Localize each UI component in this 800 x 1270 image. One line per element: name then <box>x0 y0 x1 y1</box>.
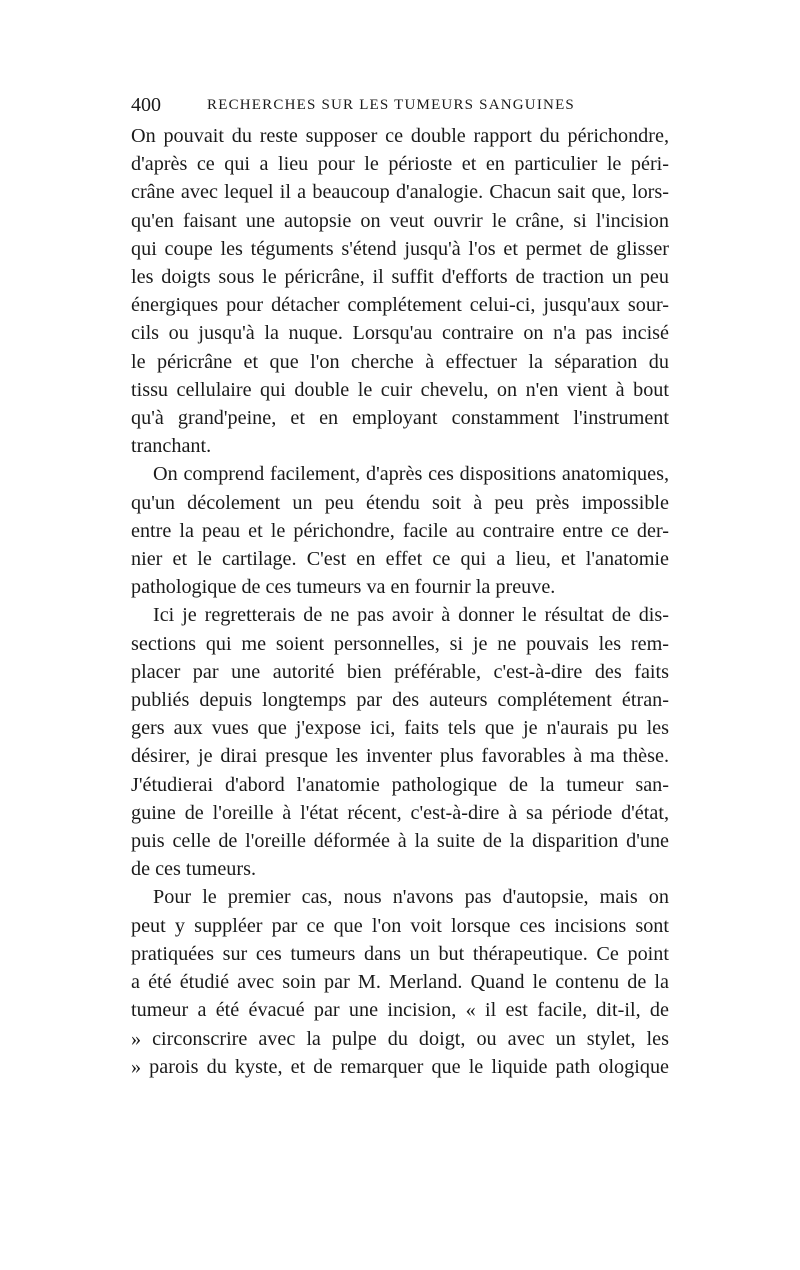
text-line: pathologique de ces tumeurs va en fournir la preuve. <box>131 576 556 599</box>
text-line: » parois du kyste, et de remarquer que le liquide path ologique <box>131 1055 669 1078</box>
text-line: de ces tumeurs. <box>131 858 257 881</box>
text-line: puis celle de l'oreille déformée à la suite de la disparition d'une <box>131 830 669 853</box>
text-line: le péricrâne et que l'on cherche à effectuer la séparation du <box>131 350 669 373</box>
text-line: Pour le premier cas, nous n'avons pas d'autopsie, mais on <box>153 886 669 909</box>
running-head <box>131 92 669 122</box>
text-line: tissu cellulaire qui double le cuir chevelu, on n'en vient à bout <box>131 378 669 401</box>
text-line: crâne avec lequel il a beaucoup d'analogie. Chacun sait que, lors- <box>131 181 669 204</box>
text-line: J'étudierai d'abord l'anatomie pathologique de la tumeur san- <box>131 773 669 796</box>
text-line: guine de l'oreille à l'état récent, c'est-à-dire à sa période d'état, <box>131 801 669 824</box>
paragraph <box>131 460 669 601</box>
text-line: qu'à grand'peine, et en employant constamment l'instrument <box>131 407 669 430</box>
text-line: On pouvait du reste supposer ce double rapport du périchondre, <box>131 125 669 147</box>
text-line: placer par une autorité bien préférable, c'est-à-dire des faits <box>131 660 669 683</box>
text-line: sections qui me soient personnelles, si je ne pouvais les rem- <box>131 632 669 655</box>
text-line: publiés depuis longtemps par des auteurs complétement étran- <box>131 689 669 712</box>
text-line: nier et le cartilage. C'est en effet ce qui a lieu, et l'anatomie <box>131 548 669 571</box>
text-line: peut y suppléer par ce que l'on voit lorsque ces incisions sont <box>131 914 669 937</box>
running-title: RECHERCHES SUR LES TUMEURS SANGUINES <box>207 97 575 113</box>
text-line: On comprend facilement, d'après ces dispositions anatomiques, <box>153 463 669 486</box>
text-line: désirer, je dirai presque les inventer plus favorables à ma thèse. <box>131 745 669 768</box>
text-line: énergiques pour détacher complétement celui-ci, jusqu'aux sour- <box>131 294 669 317</box>
paragraph <box>131 883 669 1080</box>
text-line: les doigts sous le péricrâne, il suffit d'efforts de traction un peu <box>131 266 669 289</box>
paragraph <box>131 601 669 883</box>
paragraph <box>131 122 669 460</box>
page-number: 400 <box>131 94 161 116</box>
text-line: tumeur a été évacué par une incision, « il est facile, dit-il, de <box>131 999 669 1022</box>
body-text <box>131 122 669 1081</box>
text-line: cils ou jusqu'à la nuque. Lorsqu'au contraire on n'a pas incisé <box>131 322 669 345</box>
text-line: qu'un décolement un peu étendu soit à peu près impossible <box>131 491 669 514</box>
text-line: entre la peau et le périchondre, facile au contraire entre ce der- <box>131 519 669 542</box>
book-page <box>131 92 669 1081</box>
text-line: qui coupe les téguments s'étend jusqu'à l'os et permet de glisser <box>131 237 669 260</box>
text-line: gers aux vues que j'expose ici, faits tels que je n'aurais pu les <box>131 717 669 740</box>
text-line: qu'en faisant une autopsie on veut ouvrir le crâne, si l'incision <box>131 209 669 232</box>
text-line: d'après ce qui a lieu pour le périoste et en particulier le péri- <box>131 153 669 176</box>
text-line: tranchant. <box>131 435 212 458</box>
text-line: » circonscrire avec la pulpe du doigt, ou avec un stylet, les <box>131 1027 669 1050</box>
text-line: a été étudié avec soin par M. Merland. Quand le contenu de la <box>131 971 669 994</box>
text-line: Ici je regretterais de ne pas avoir à donner le résultat de dis- <box>153 604 669 627</box>
text-line: pratiquées sur ces tumeurs dans un but thérapeutique. Ce point <box>131 942 669 965</box>
